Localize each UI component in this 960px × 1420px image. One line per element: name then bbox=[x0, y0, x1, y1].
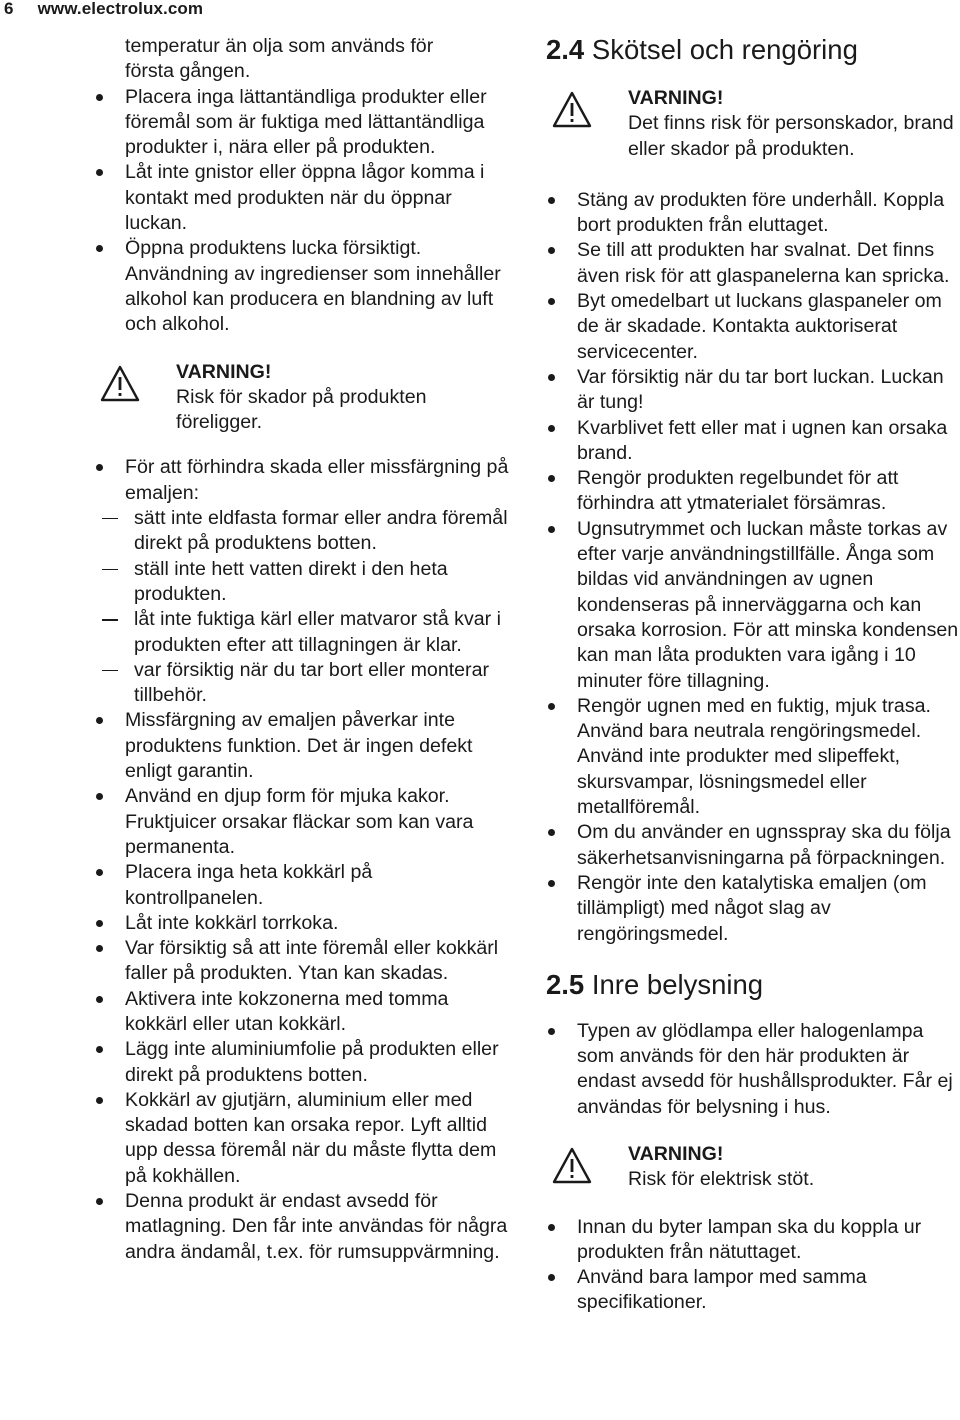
warning-text: Risk för elektrisk stöt. bbox=[628, 1168, 815, 1191]
section-title: Inre belysning bbox=[591, 968, 764, 1000]
list-item: Ugnsutrymmet och luckan måste torkas av efter varje användningstillfälle. Ånga som bildas vid användningen av ugnen kondenseras på innerväggarna och kan orsaka korrosion. För att minska kondensen kan man låta produkten vara igång i 10 minuter före tillagning. bbox=[546, 517, 960, 694]
list-item: Använd en djup form för mjuka kakor. Fruktjuicer orsakar fläckar som kan vara permanenta. bbox=[94, 784, 514, 860]
list-item: Rengör produkten regelbundet för att förhindra att ytmaterialet försämras. bbox=[546, 466, 960, 517]
warning-title: VARNING! bbox=[628, 87, 724, 109]
list-item: Typen av glödlampa eller halogenlampa som används för den här produkten är endast avsedd för hushållsprodukter. Får ej användas för belysning i hus. bbox=[546, 1019, 960, 1120]
warning-triangle-icon bbox=[552, 90, 592, 130]
list-item: Stäng av produkten före underhåll. Koppla bort produkten från eluttaget. bbox=[546, 188, 960, 239]
warning-block bbox=[546, 1142, 960, 1193]
warning-block bbox=[546, 86, 960, 162]
section-number: 2.5 bbox=[546, 968, 585, 1000]
list-item-text: För att förhindra skada eller missfärgning på emaljen: bbox=[125, 456, 509, 504]
list-item: Lägg inte aluminiumfolie på produkten eller direkt på produktens botten. bbox=[94, 1037, 514, 1088]
page-number: 6 bbox=[4, 0, 14, 18]
list-item: Aktivera inte kokzonerna med tomma kokkärl eller utan kokkärl. bbox=[94, 987, 514, 1038]
list-item: Använd bara lampor med samma specifikationer. bbox=[546, 1265, 960, 1316]
bullet-list-lamp bbox=[546, 1215, 960, 1316]
list-item: Öppna produktens lucka försiktigt. Användning av ingredienser som innehåller alkohol kan producera en blandning av luft och alkohol. bbox=[94, 236, 514, 337]
list-item: Var försiktig när du tar bort luckan. Luckan är tung! bbox=[546, 365, 960, 416]
left-column bbox=[94, 34, 514, 1265]
bullet-list-top bbox=[94, 85, 514, 338]
list-item bbox=[94, 455, 514, 506]
warning-block bbox=[94, 360, 514, 436]
list-item: Kokkärl av gjutjärn, aluminium eller med skadad botten kan orsaka repor. Lyft alltid upp dessa föremål när du måste flytta dem på kokhällen. bbox=[94, 1088, 514, 1189]
warning-triangle-icon bbox=[552, 1146, 592, 1186]
list-item: Rengör inte den katalytiska emaljen (om tillämpligt) med något slag av rengöringsmedel. bbox=[546, 871, 960, 947]
list-item: Missfärgning av emaljen påverkar inte produktens funktion. Det är ingen defekt enligt garantin. bbox=[94, 708, 514, 784]
dash-item: låt inte fuktiga kärl eller matvaror stå kvar i produkten efter att tillagningen är klar. bbox=[94, 607, 514, 658]
list-item: Om du använder en ugnsspray ska du följa säkerhetsanvisningarna på förpackningen. bbox=[546, 820, 960, 871]
list-item: Kvarblivet fett eller mat i ugnen kan orsaka brand. bbox=[546, 416, 960, 467]
list-item: Låt inte gnistor eller öppna lågor komma i kontakt med produkten när du öppnar luckan. bbox=[94, 160, 514, 236]
list-item: Låt inte kokkärl torrkoka. bbox=[94, 911, 514, 936]
list-item: Innan du byter lampan ska du koppla ur produkten från nätuttaget. bbox=[546, 1215, 960, 1266]
list-item: Placera inga heta kokkärl på kontrollpanelen. bbox=[94, 860, 514, 911]
list-item: Rengör ugnen med en fuktig, mjuk trasa. Använd bara neutrala rengöringsmedel. Använd inte produkter med slipeffekt, skursvampar, lösningsmedel eller metallföremål. bbox=[546, 694, 960, 820]
section-title: Skötsel och rengöring bbox=[591, 34, 858, 65]
section-number: 2.4 bbox=[546, 34, 585, 65]
bullet-list-lighting bbox=[546, 1019, 960, 1120]
section-heading-2-4 bbox=[546, 34, 960, 66]
warning-triangle-icon bbox=[100, 364, 140, 404]
section-heading-2-5 bbox=[546, 969, 960, 1001]
list-item: Var försiktig så att inte föremål eller kokkärl faller på produkten. Ytan kan skadas. bbox=[94, 936, 514, 987]
dash-item: sätt inte eldfasta formar eller andra föremål direkt på produktens botten. bbox=[94, 506, 514, 557]
dash-list bbox=[94, 506, 514, 708]
bullet-list-with-dashes bbox=[94, 455, 514, 506]
page-header bbox=[4, 0, 203, 18]
list-item: Byt omedelbart ut luckans glaspaneler om de är skadade. Kontakta auktoriserat servicecenter. bbox=[546, 289, 960, 365]
continuation-line: första gången. bbox=[125, 60, 251, 83]
warning-title: VARNING! bbox=[176, 360, 272, 383]
list-item: Denna produkt är endast avsedd för matlagning. Den får inte användas för några andra ändamål, t.ex. för rumsuppvärmning. bbox=[94, 1189, 514, 1265]
dash-item: var försiktig när du tar bort eller monterar tillbehör. bbox=[94, 658, 514, 709]
bullet-list-bottom bbox=[94, 708, 514, 1265]
site-url: www.electrolux.com bbox=[37, 0, 204, 18]
warning-text: Risk för skador på produkten föreligger. bbox=[176, 385, 427, 434]
warning-text: Det finns risk för personskador, brand eller skador på produkten. bbox=[628, 112, 954, 160]
bullet-list-care bbox=[546, 188, 960, 947]
warning-title: VARNING! bbox=[628, 1142, 724, 1165]
right-column bbox=[546, 34, 960, 1316]
list-item: Placera inga lättantändliga produkter eller föremål som är fuktiga med lättantändliga produkter i, nära eller på produkten. bbox=[94, 85, 514, 161]
list-item: Se till att produkten har svalnat. Det finns även risk för att glaspanelerna kan spricka. bbox=[546, 238, 960, 289]
dash-item: ställ inte hett vatten direkt i den heta produkten. bbox=[94, 557, 514, 608]
continuation-line: temperatur än olja som används för bbox=[125, 35, 434, 57]
